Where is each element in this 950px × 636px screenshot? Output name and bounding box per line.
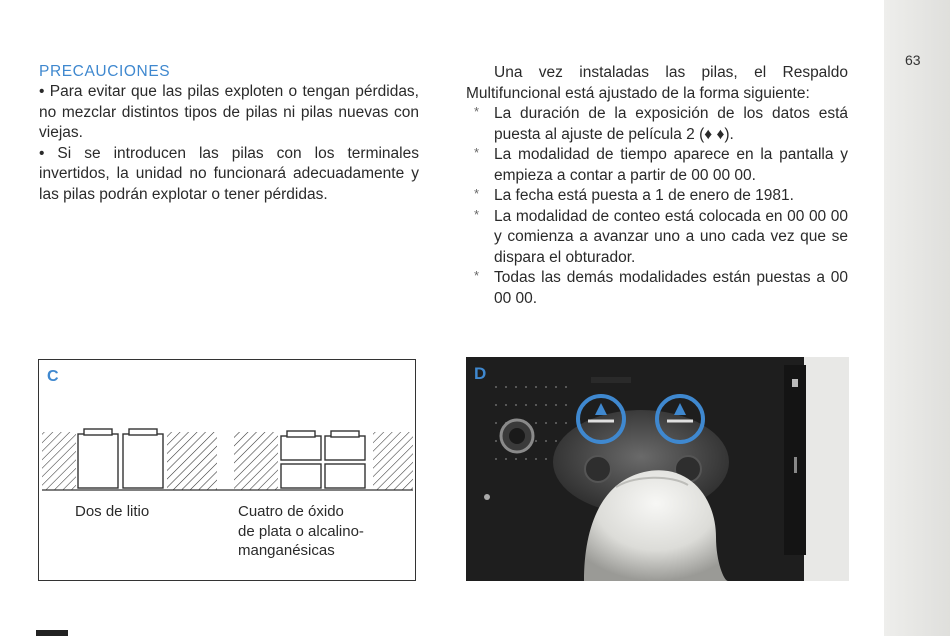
asterisk-bullet: * (474, 206, 480, 222)
lithium-cell-terminal (129, 429, 157, 435)
caption-line: Cuatro de óxido (238, 503, 344, 520)
button-cell-terminal (287, 431, 315, 437)
battery-compartment-illustration (39, 420, 415, 492)
page-corner-mark (36, 630, 68, 636)
caption-silver-oxide (238, 502, 364, 561)
lithium-cell (78, 434, 118, 488)
lithium-cell-terminal (84, 429, 112, 435)
list-item (466, 207, 848, 269)
page-edge (884, 0, 950, 636)
figure-label: C (47, 368, 59, 385)
list-item-text: La fecha está puesta a 1 de enero de 1981. (494, 187, 794, 204)
camera-back-photo (466, 357, 849, 581)
precautions-section (39, 62, 419, 205)
list-item-text: La modalidad de tiempo aparece en la pantalla y empieza a contar a partir de 00 00 00. (494, 146, 848, 184)
button-cell (281, 464, 321, 488)
list-item (466, 268, 848, 309)
list-item (466, 104, 848, 145)
settings-list (466, 104, 848, 309)
caption-line: de plata o alcalino- (238, 522, 364, 540)
caption-line: manganésicas (238, 542, 335, 559)
list-item-text: La modalidad de conteo está colocada en 00 00 00 y comienza a avanzar uno a uno cada vez que se dispara el obturador. (494, 207, 848, 266)
asterisk-bullet: * (474, 186, 480, 201)
hatched-wall (167, 432, 217, 490)
list-item-text: Todas las demás modalidades están puestas a 00 00 00. (494, 269, 848, 307)
list-item (466, 186, 848, 207)
section-title: PRECAUCIONES (39, 63, 171, 80)
button-cell (325, 464, 365, 488)
asterisk-bullet: * (474, 268, 480, 283)
precaution-paragraph: • Si se introducen las pilas con los terminales invertidos, la unidad no funcionará adecuadamente y las pilas podrán explotar o tener pérdidas. (39, 144, 419, 203)
settings-section (466, 63, 848, 309)
button-cell (281, 436, 321, 460)
figure-d-photo (466, 357, 849, 581)
asterisk-bullet: * (474, 145, 480, 160)
figure-c-battery-diagram (38, 359, 416, 581)
hatched-wall (234, 432, 278, 490)
page-number: 63 (905, 52, 921, 68)
figure-label: D (474, 364, 487, 383)
lithium-cell (123, 434, 163, 488)
precaution-paragraph: • Para evitar que las pilas exploten o tengan pérdidas, no mezclar distintos tipos de pilas ni pilas nuevas con viejas. (39, 83, 419, 141)
hatched-wall (42, 432, 76, 490)
button-cell-terminal (331, 431, 359, 437)
asterisk-bullet: * (474, 104, 480, 119)
caption-lithium: Dos de litio (75, 503, 150, 520)
list-item (466, 145, 848, 186)
list-item-text: La duración de la exposición de los datos está puesta al ajuste de película 2 (♦ ♦). (494, 105, 848, 143)
background-panel (804, 357, 849, 581)
button-cell (325, 436, 365, 460)
intro-paragraph: Una vez instaladas las pilas, el Respaldo Multifuncional está ajustado de la forma siguiente: (466, 64, 848, 102)
hatched-wall (373, 432, 413, 490)
